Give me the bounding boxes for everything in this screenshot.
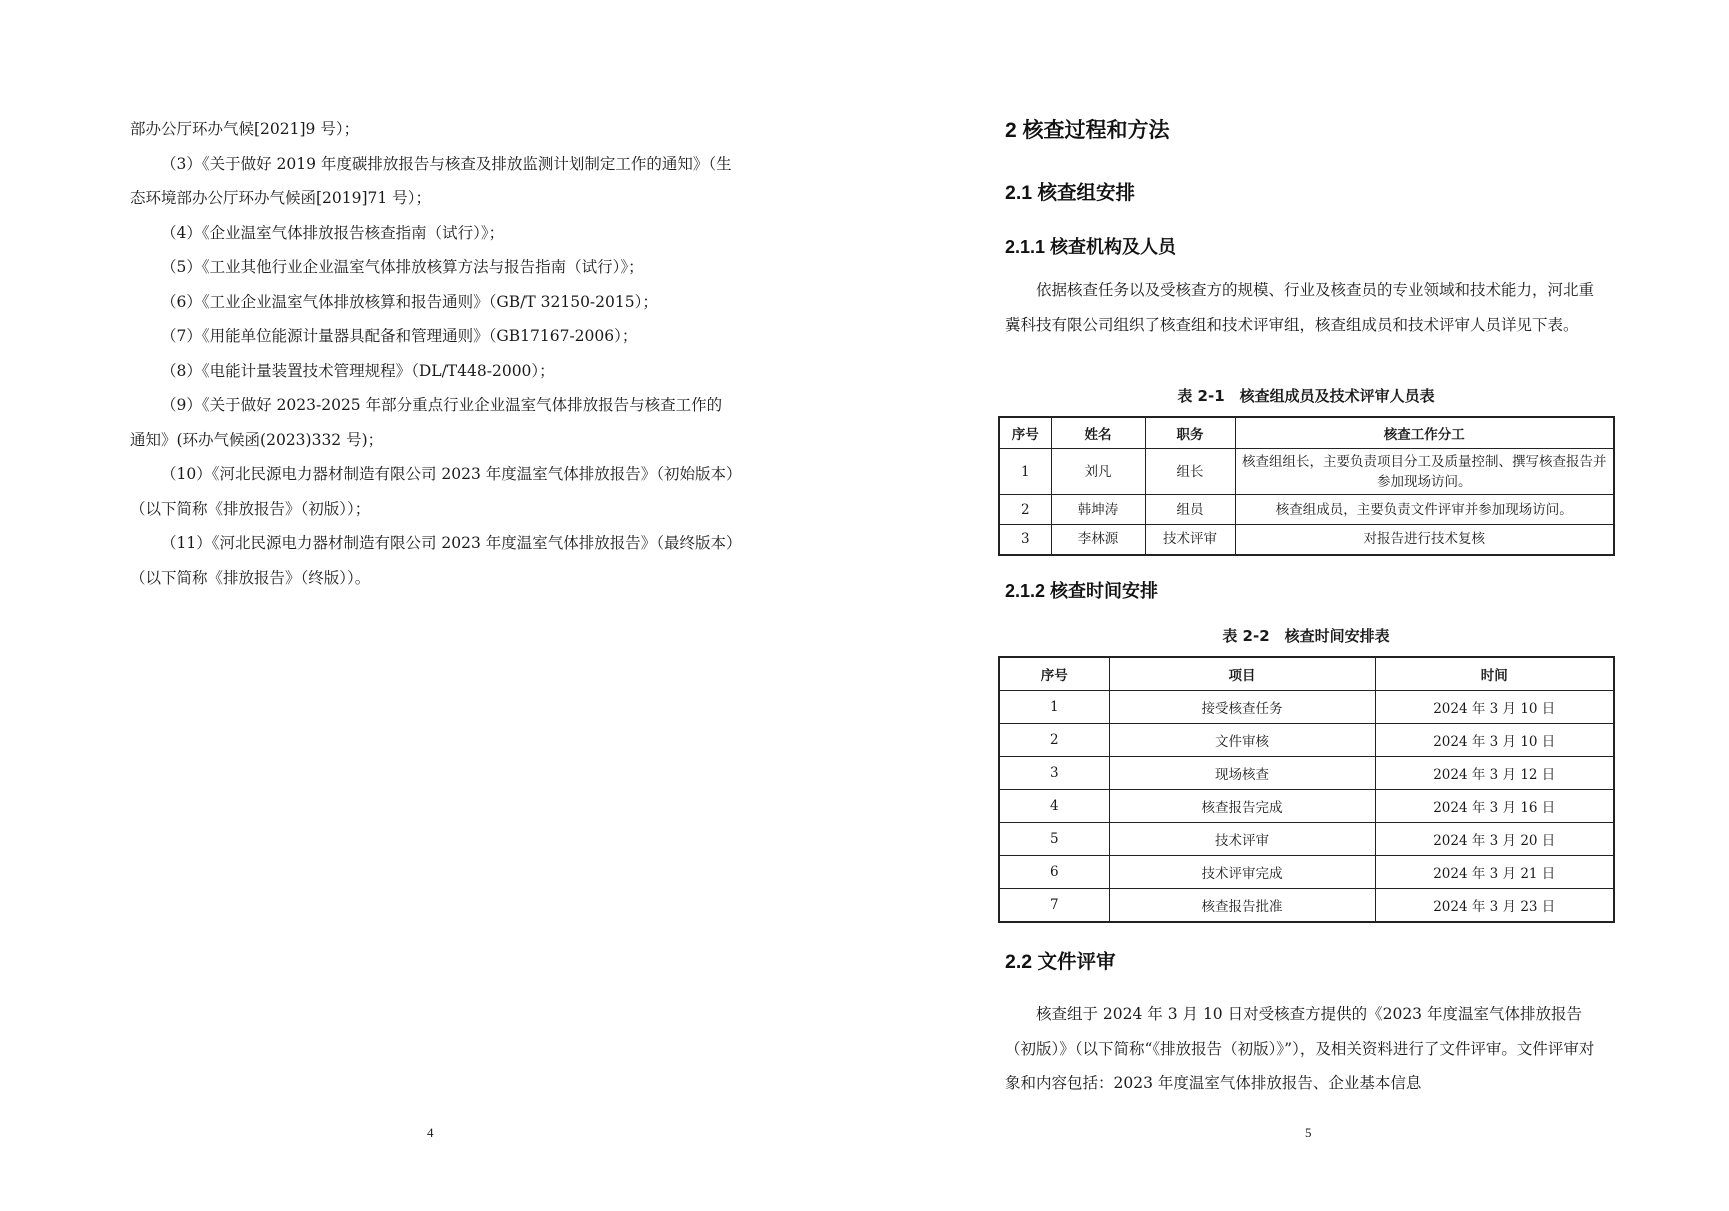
table-cell: 核查组成员，主要负责文件评审并参加现场访问。: [1235, 495, 1614, 525]
table-cell: 核查报告完成: [1109, 790, 1375, 823]
table-row: [999, 449, 1614, 495]
table-header-cell: 项目: [1109, 657, 1375, 691]
section-heading-2: 2 核查过程和方法: [1005, 119, 1170, 142]
paragraph-document-review: 核查组于 2024 年 3 月 10 日对受核查方提供的《2023 年度温室气体排放报告（初版）》（以下简称“《排放报告（初版）》”），及相关资料进行了文件评审。文件评审对象和内容包括：2023 年度温室气体排放报告、企业基本信息: [1005, 1005, 1595, 1092]
table-row: [999, 724, 1614, 757]
table-cell: 核查报告批准: [1109, 889, 1375, 923]
page-left: [0, 0, 864, 1211]
table-header-cell: 序号: [999, 657, 1109, 691]
table-row: [999, 525, 1614, 555]
table-cell: 3: [999, 525, 1051, 555]
table-row: [999, 790, 1614, 823]
table-cell: 现场核查: [1109, 757, 1375, 790]
table-cell: 2024 年 3 月 23 日: [1375, 889, 1614, 923]
table-header-cell: 核查工作分工: [1235, 417, 1614, 449]
table-cell: 2024 年 3 月 21 日: [1375, 856, 1614, 889]
table-cell: 2024 年 3 月 20 日: [1375, 823, 1614, 856]
section-heading-2-1-1: 2.1.1 核查机构及人员: [1005, 237, 1177, 257]
section-heading-2-1: 2.1 核查组安排: [1005, 182, 1136, 204]
table-cell: 2024 年 3 月 10 日: [1375, 724, 1614, 757]
table-header-cell: 姓名: [1051, 417, 1145, 449]
table-cell: 接受核查任务: [1109, 691, 1375, 724]
reference-item: （11）《河北民源电力器材制造有限公司 2023 年度温室气体排放报告》（最终版本）（以下简称《排放报告》（终版））。: [130, 534, 734, 587]
table-cell: 技术评审: [1109, 823, 1375, 856]
table-cell: 3: [999, 757, 1109, 790]
reference-item: （5）《工业其他行业企业温室气体排放核算方法与报告指南（试行）》；: [161, 258, 644, 276]
reference-item: （8）《电能计量装置技术管理规程》（DL/T448-2000）；: [161, 361, 555, 380]
page-number-right: 5: [1305, 1125, 1312, 1140]
table-cell: 李林源: [1051, 525, 1145, 555]
table-cell: 组长: [1145, 449, 1235, 495]
reference-item: （6）《工业企业温室气体排放核算和报告通则》（GB/T 32150-2015）；: [161, 292, 658, 311]
table-row: [999, 856, 1614, 889]
table-cell: 文件审核: [1109, 724, 1375, 757]
table-cell: 4: [999, 790, 1109, 823]
table-2-2: [998, 656, 1615, 923]
page-number-left: 4: [427, 1125, 434, 1140]
table-cell: 对报告进行技术复核: [1235, 525, 1614, 555]
reference-item: （10）《河北民源电力器材制造有限公司 2023 年度温室气体排放报告》（初始版本）（以下简称《排放报告》（初版））；: [130, 465, 734, 518]
page-right: [864, 0, 1729, 1211]
table-row: [999, 495, 1614, 525]
reference-item: （3）《关于做好 2019 年度碳排放报告与核查及排放监测计划制定工作的通知》（生态环境部办公厅环办气候函[2019]71 号）；: [130, 154, 732, 207]
section-heading-2-2: 2.2 文件评审: [1005, 951, 1116, 973]
table-cell: 2024 年 3 月 10 日: [1375, 691, 1614, 724]
section-heading-2-1-2: 2.1.2 核查时间安排: [1005, 581, 1159, 601]
table-cell: 韩坤涛: [1051, 495, 1145, 525]
reference-item: （9）《关于做好 2023-2025 年部分重点行业企业温室气体排放报告与核查工作的通知》(环办气候函(2023)332 号)；: [130, 396, 723, 449]
table-cell: 刘凡: [1051, 449, 1145, 495]
reference-list: [130, 112, 735, 595]
table-cell: 1: [999, 449, 1051, 495]
table-header-cell: 时间: [1375, 657, 1614, 691]
table-cell: 2024 年 3 月 12 日: [1375, 757, 1614, 790]
table-2-2-caption: 表 2-2 核查时间安排表: [1222, 627, 1390, 645]
table-cell: 组员: [1145, 495, 1235, 525]
table-row: [999, 823, 1614, 856]
table-2-1: [998, 416, 1615, 556]
table-row: [999, 757, 1614, 790]
table-row: [999, 691, 1614, 724]
reference-item: （7）《用能单位能源计量器具配备和管理通则》（GB17167-2006）；: [161, 327, 638, 345]
table-cell: 7: [999, 889, 1109, 923]
table-cell: 技术评审: [1145, 525, 1235, 555]
table-cell: 2024 年 3 月 16 日: [1375, 790, 1614, 823]
table-header-cell: 职务: [1145, 417, 1235, 449]
table-cell: 6: [999, 856, 1109, 889]
table-cell: 技术评审完成: [1109, 856, 1375, 889]
paragraph-team: 依据核查任务以及受核查方的规模、行业及核查员的专业领域和技术能力，河北重冀科技有限公司组织了核查组和技术评审组，核查组成员和技术评审人员详见下表。: [1005, 281, 1595, 334]
table-row: [999, 889, 1614, 923]
table-cell: 核查组组长，主要负责项目分工及质量控制、撰写核查报告并参加现场访问。: [1235, 449, 1614, 495]
table-cell: 2: [999, 724, 1109, 757]
table-cell: 1: [999, 691, 1109, 724]
table-cell: 2: [999, 495, 1051, 525]
reference-item: 部办公厅环办气候[2021]9 号）；: [130, 120, 360, 138]
reference-item: （4）《企业温室气体排放报告核查指南（试行）》；: [161, 223, 505, 242]
table-header-cell: 序号: [999, 417, 1051, 449]
table-cell: 5: [999, 823, 1109, 856]
table-2-1-caption: 表 2-1 核查组成员及技术评审人员表: [1177, 387, 1435, 405]
